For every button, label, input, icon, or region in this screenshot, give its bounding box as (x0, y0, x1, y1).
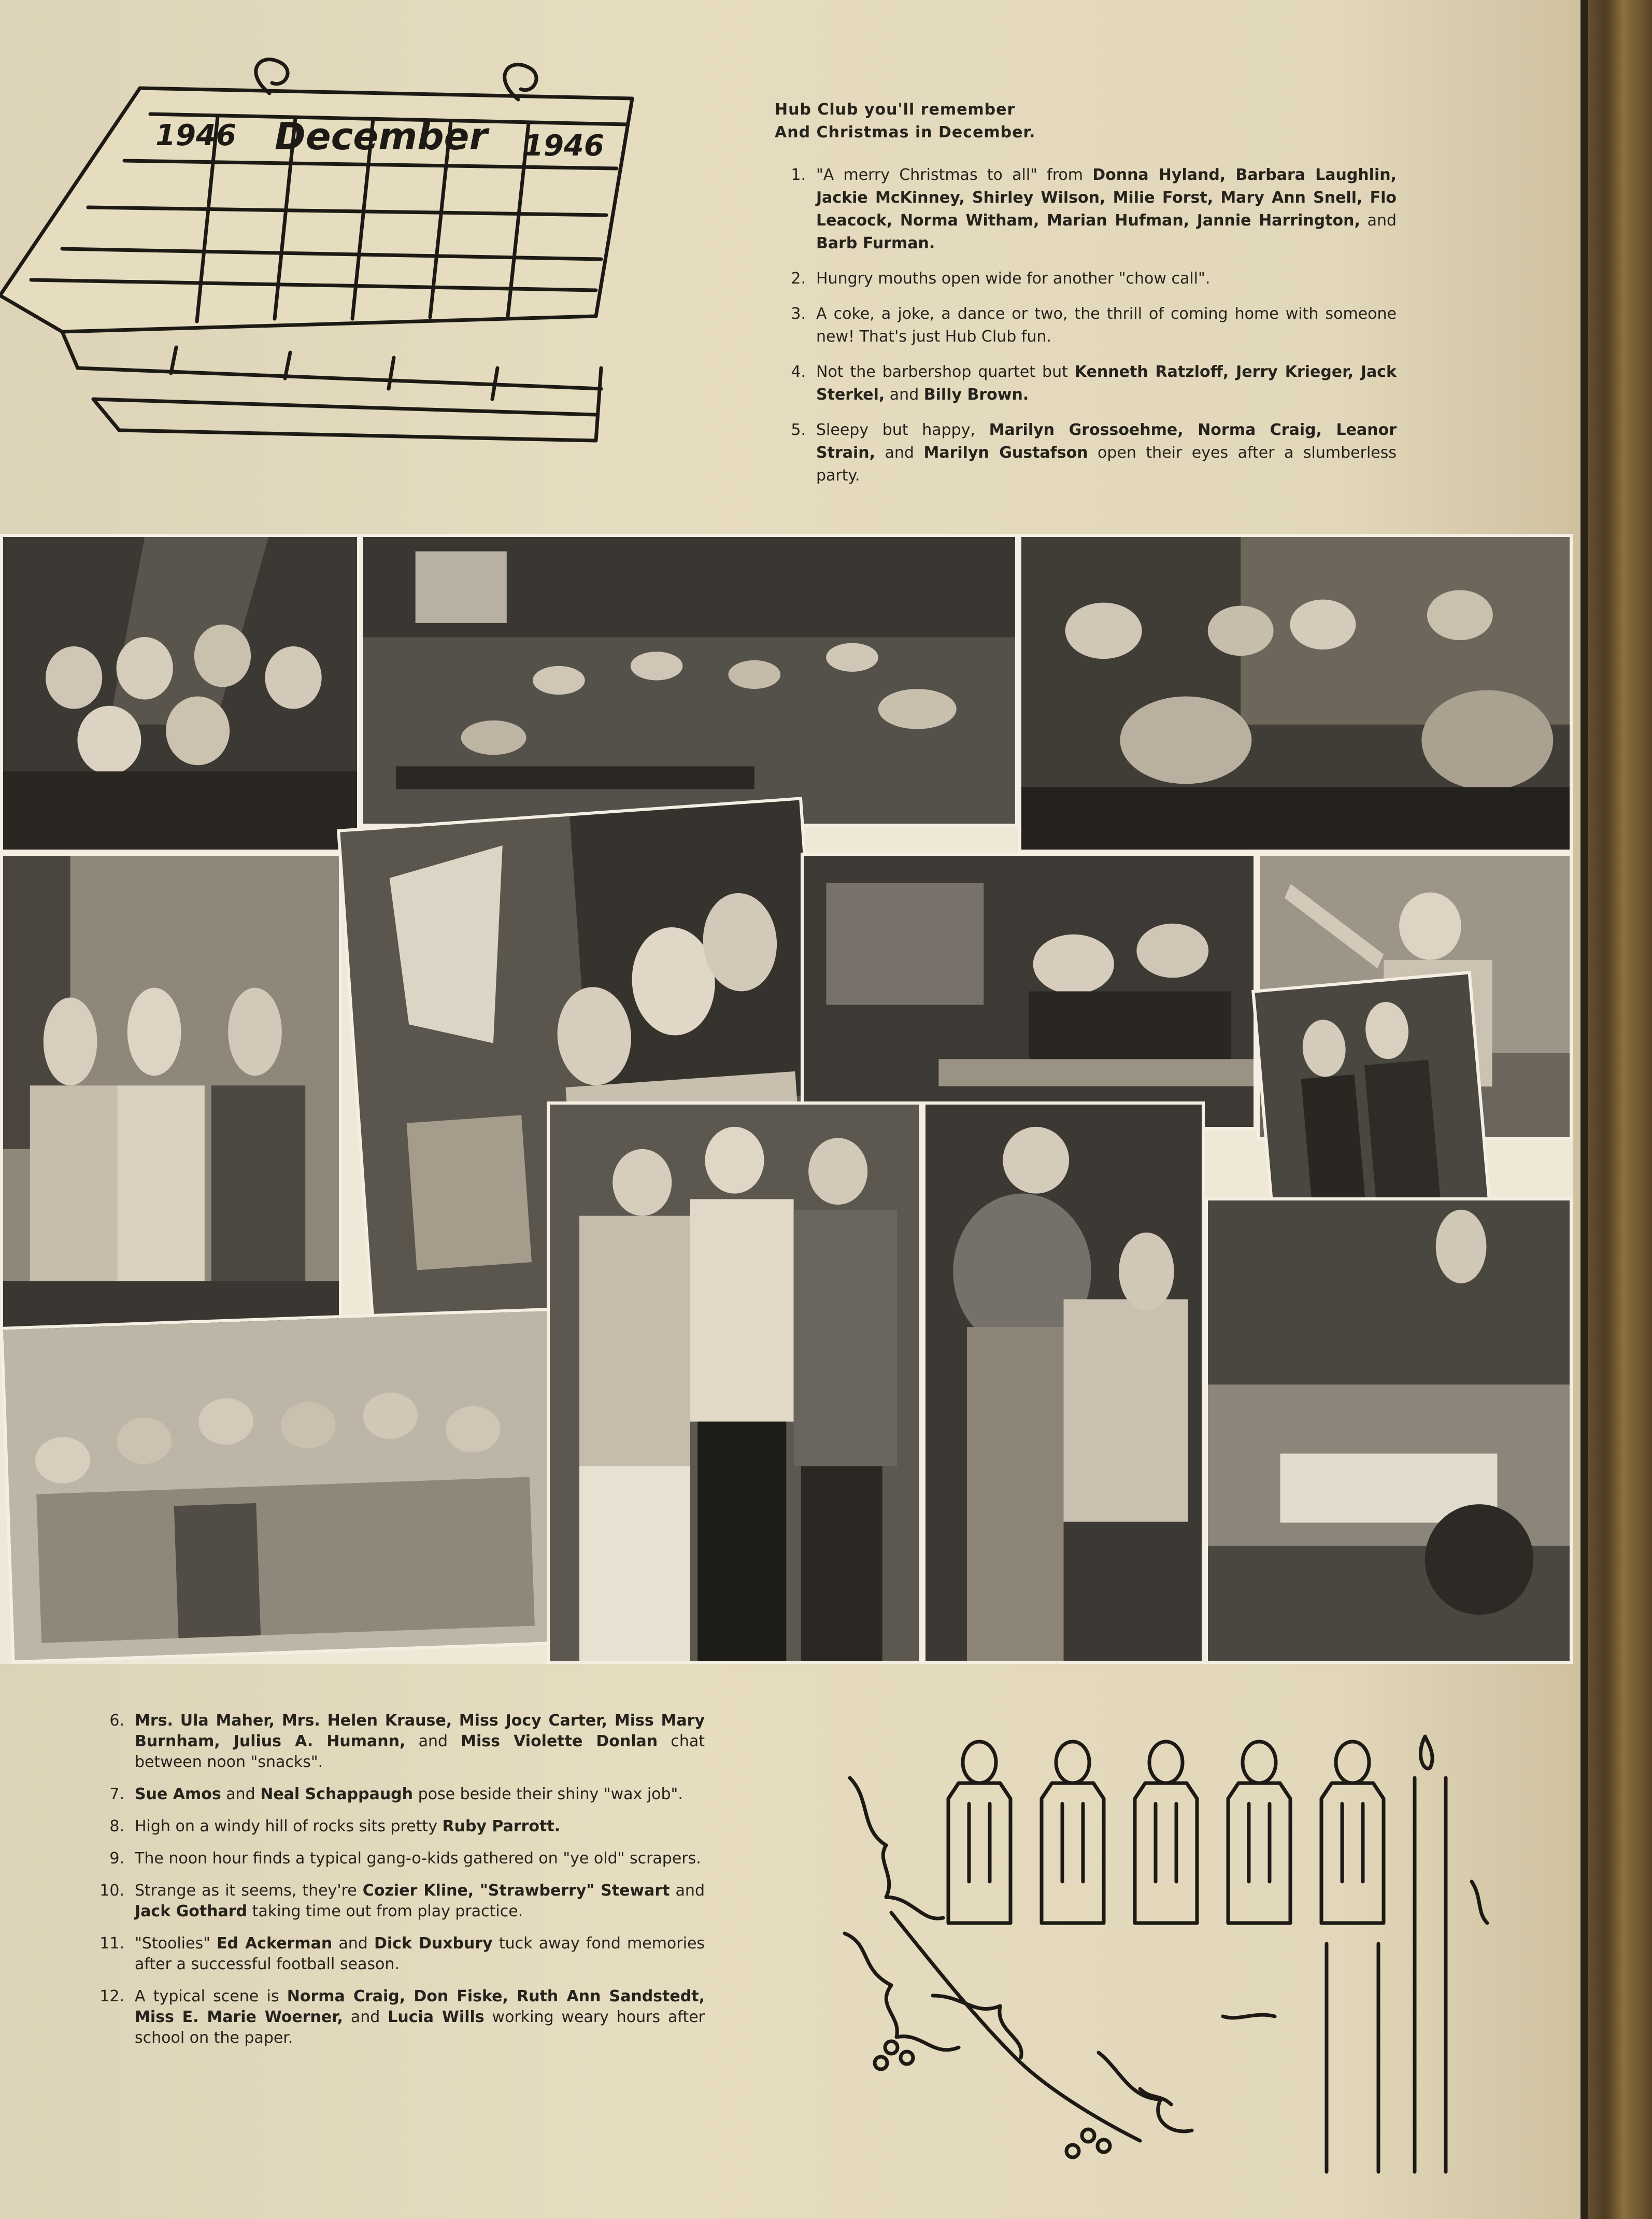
caption-number: 11. (99, 1934, 124, 1953)
caption-item (88, 1784, 705, 1805)
photo-3-dance (1018, 534, 1573, 853)
calendar-month: December (275, 115, 488, 158)
caption-number: 2. (791, 270, 806, 288)
caption-text: Strange as it seems, they're Cozier Kline, "Strawberry" Stewart and Jack Gothard taking time out from play practice. (135, 1882, 705, 1920)
caption-item (775, 419, 1397, 487)
caption-number: 1. (791, 166, 806, 184)
caption-text: "Stoolies" Ed Ackerman and Dick Duxbury tuck away fond memories after a successful football season. (135, 1934, 705, 1973)
december-calendar-drawing (0, 57, 663, 492)
caption-text: "A merry Christmas to all" from Donna Hyland, Barbara Laughlin, Jackie McKinney, Shirley Wilson, Milie Forst, Mary Ann Snell, Flo Leacock, Norma Witham, Marian Hufman, Jannie Harrington, and Barb Furman. (816, 166, 1397, 252)
photo-4-barbershop-quartet (0, 853, 342, 1348)
caption-number: 6. (109, 1712, 124, 1730)
caption-item (775, 164, 1397, 255)
photo-10-play-practice (547, 1101, 922, 1664)
caption-item (775, 303, 1397, 348)
photo-1-christmas-group (0, 534, 360, 853)
calendar-year-right: 1946 (523, 129, 604, 163)
caption-number: 10. (99, 1882, 124, 1900)
photo-2-chow-call (360, 534, 1018, 827)
caption-item (88, 1881, 705, 1922)
caption-number: 9. (109, 1849, 124, 1868)
photo-6-noon-snacks (801, 853, 1257, 1130)
photo-11-stoolies (922, 1101, 1205, 1664)
caption-text: The noon hour finds a typical gang-o-kids gathered on "ye old" scrapers. (135, 1849, 701, 1868)
bottom-caption-list (88, 1711, 705, 2048)
caption-text: High on a windy hill of rocks sits pretty Ruby Parrott. (135, 1817, 561, 1835)
top-caption-list (775, 164, 1397, 487)
caption-text: Sleepy but happy, Marilyn Grossoehme, Norma Craig, Leanor Strain, and Marilyn Gustafson open their eyes after a slumberless party. (816, 421, 1397, 485)
caption-item (88, 1986, 705, 2048)
caption-number: 4. (791, 363, 806, 381)
intro-line-2: And Christmas in December. (775, 123, 1036, 142)
top-captions (775, 98, 1397, 500)
caption-number: 3. (791, 305, 806, 323)
photo-12-on-the-paper (1205, 1197, 1573, 1664)
photo-collage (0, 534, 1573, 1664)
book-binding (1580, 0, 1652, 2219)
caption-number: 12. (99, 1987, 124, 2005)
caption-number: 8. (109, 1817, 124, 1835)
carolers-holly-drawing (829, 1726, 1549, 2193)
caption-item (88, 1848, 705, 1869)
caption-item (775, 361, 1397, 406)
caption-number: 5. (791, 421, 806, 439)
photo-9-gang-o-kids (0, 1308, 566, 1664)
caption-text: A coke, a joke, a dance or two, the thrill of coming home with someone new! That's just Hub Club fun. (816, 305, 1397, 346)
intro-line-1: Hub Club you'll remember (775, 101, 1016, 119)
caption-text: Mrs. Ula Maher, Mrs. Helen Krause, Miss Jocy Carter, Miss Mary Burnham, Julius A. Humann, and Miss Violette Donlan chat between noon "snacks". (135, 1712, 705, 1771)
caption-text: A typical scene is Norma Craig, Don Fiske, Ruth Ann Sandstedt, Miss E. Marie Woerner, and Lucia Wills working weary hours after school on the paper. (135, 1987, 705, 2047)
caption-item (775, 267, 1397, 290)
intro-verse (775, 98, 1397, 144)
caption-text: Not the barbershop quartet but Kenneth Ratzloff, Jerry Krieger, Jack Sterkel, and Billy Brown. (816, 363, 1397, 404)
caption-item (88, 1711, 705, 1773)
calendar-year-left: 1946 (155, 119, 236, 152)
caption-text: Sue Amos and Neal Schappaugh pose beside their shiny "wax job". (135, 1785, 683, 1803)
caption-text: Hungry mouths open wide for another "chow call". (816, 270, 1210, 288)
caption-item (88, 1816, 705, 1837)
bottom-captions (88, 1711, 705, 2060)
caption-item (88, 1933, 705, 1975)
caption-number: 7. (109, 1785, 124, 1803)
